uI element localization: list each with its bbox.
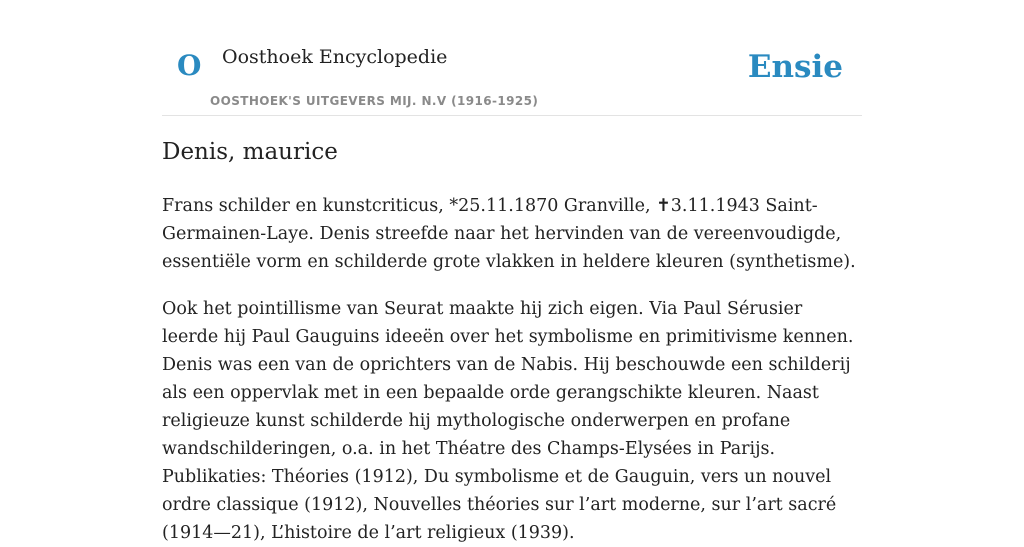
article-title: Denis, maurice	[162, 139, 338, 165]
article-paragraph-2: Ook het pointillisme van Seurat maakte hij zich eigen. Via Paul Sérusier leerde hij Paul Gauguins ideeën over het symbolisme en primitivisme kennen. Denis was een van de oprichters van de Nabis. Hij beschouwde een schilderij als een oppervlak met in een bepaalde orde gerangschikte kleuren. Naast religieuze kunst schilderde hij mythologische onderwerpen en profane wandschilderingen, o.a. in het Théatre des Champs-Elysées in Parijs. Publikaties: Théories (1912), Du symbolisme et de Gauguin, vers un nouvel ordre classique (1912), Nouvelles théories sur l’art moderne, sur l’art sacré (1914—21), L’histoire de l’art religieux (1939).	[162, 299, 854, 543]
ensie-brand-link[interactable]: Ensie	[747, 49, 843, 85]
site-title-link[interactable]: Oosthoek Encyclopedie	[222, 46, 448, 68]
content-container	[162, 0, 862, 543]
site-logo[interactable]: O	[177, 49, 202, 82]
publisher-subtitle: OOSTHOEK'S UITGEVERS MIJ. N.V (1916-1925)	[210, 94, 539, 108]
article-paragraph-1: Frans schilder en kunstcriticus, *25.11.1870 Granville, ✝3.11.1943 Saint-Germainen-Laye. Denis streefde naar het hervinden van de vereenvoudigde, essentiële vorm en schilderde grote vlakken in heldere kleuren (synthetisme).	[162, 196, 856, 272]
site-header	[162, 0, 862, 116]
